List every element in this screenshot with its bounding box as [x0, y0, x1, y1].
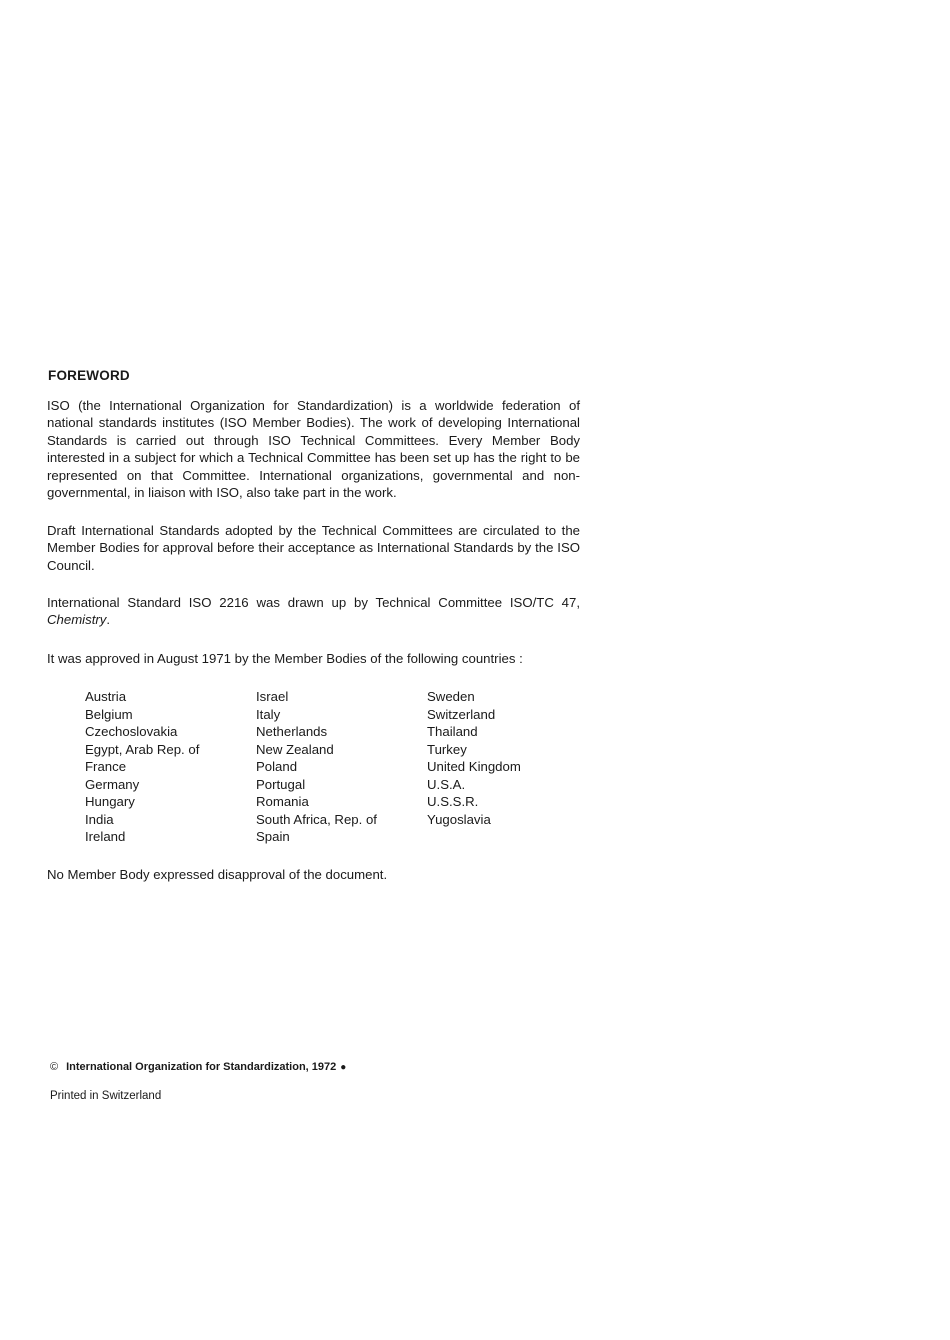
country-item: Sweden: [427, 689, 475, 704]
standard-origin-end: .: [106, 612, 111, 628]
country-item: Portugal: [256, 776, 306, 792]
bullet-icon: ●: [340, 1061, 347, 1073]
country-item: Switzerland: [427, 706, 496, 722]
country-item: Italy: [256, 706, 281, 722]
copyright-text: International Organization for Standardization, 1972: [66, 1061, 337, 1073]
country-item: Ireland: [85, 829, 126, 844]
country-item: New Zealand: [256, 741, 334, 757]
foreword-paragraph-no-disapproval: No Member Body expressed disapproval of the document.: [47, 867, 388, 882]
country-item: Poland: [256, 759, 298, 774]
country-item: U.S.S.R.: [427, 794, 479, 809]
standard-origin-text: International Standard ISO 2216 was drawn up by Technical Committee ISO/TC 47,: [47, 595, 580, 610]
foreword-paragraph-standard-origin: [47, 594, 580, 629]
copyright-notice: [50, 1061, 346, 1073]
country-item: Spain: [256, 829, 290, 844]
country-item: Romania: [256, 794, 309, 809]
country-item: Czechoslovakia: [85, 724, 178, 739]
country-item: Turkey: [427, 741, 467, 757]
country-item: Belgium: [85, 706, 133, 722]
foreword-paragraph-iso-description: ISO (the International Organization for Standardization) is a worldwide federation of national standards institutes (ISO Member Bodies). The work of developing International Standards is carried out through ISO Technical Committees. Every Member Body interested in a subject for which a Technical Committee has been set up has the right to be represented on that Committee. International organizations, governmental and non-governmental, in liaison with ISO, also take part in the work.: [47, 398, 580, 501]
country-item: India: [85, 811, 114, 827]
copyright-icon: ©: [50, 1061, 59, 1073]
countries-column-1: [85, 688, 256, 846]
country-item: Thailand: [427, 724, 478, 739]
country-item: Yugoslavia: [427, 811, 491, 827]
country-item: Israel: [256, 689, 289, 704]
country-item: United Kingdom: [427, 759, 521, 774]
foreword-heading: FOREWORD: [48, 368, 130, 383]
approving-countries-list: [85, 688, 598, 846]
country-item: Hungary: [85, 794, 135, 809]
foreword-paragraph-approval: It was approved in August 1971 by the Member Bodies of the following countries :: [47, 651, 523, 666]
country-item: U.S.A.: [427, 776, 466, 792]
country-item: South Africa, Rep. of: [256, 811, 377, 827]
country-item: Netherlands: [256, 724, 328, 739]
country-item: France: [85, 759, 127, 774]
committee-name: Chemistry: [47, 612, 107, 628]
foreword-paragraph-draft-standards: Draft International Standards adopted by the Technical Committees are circulated to the Member Bodies for approval before their acceptance as International Standards by the ISO Council.: [47, 523, 580, 573]
country-item: Austria: [85, 689, 127, 704]
country-item: Egypt, Arab Rep. of: [85, 741, 200, 757]
country-item: Germany: [85, 776, 140, 792]
printed-location: Printed in Switzerland: [50, 1090, 162, 1102]
countries-column-3: [427, 688, 598, 846]
countries-column-2: [256, 688, 427, 846]
